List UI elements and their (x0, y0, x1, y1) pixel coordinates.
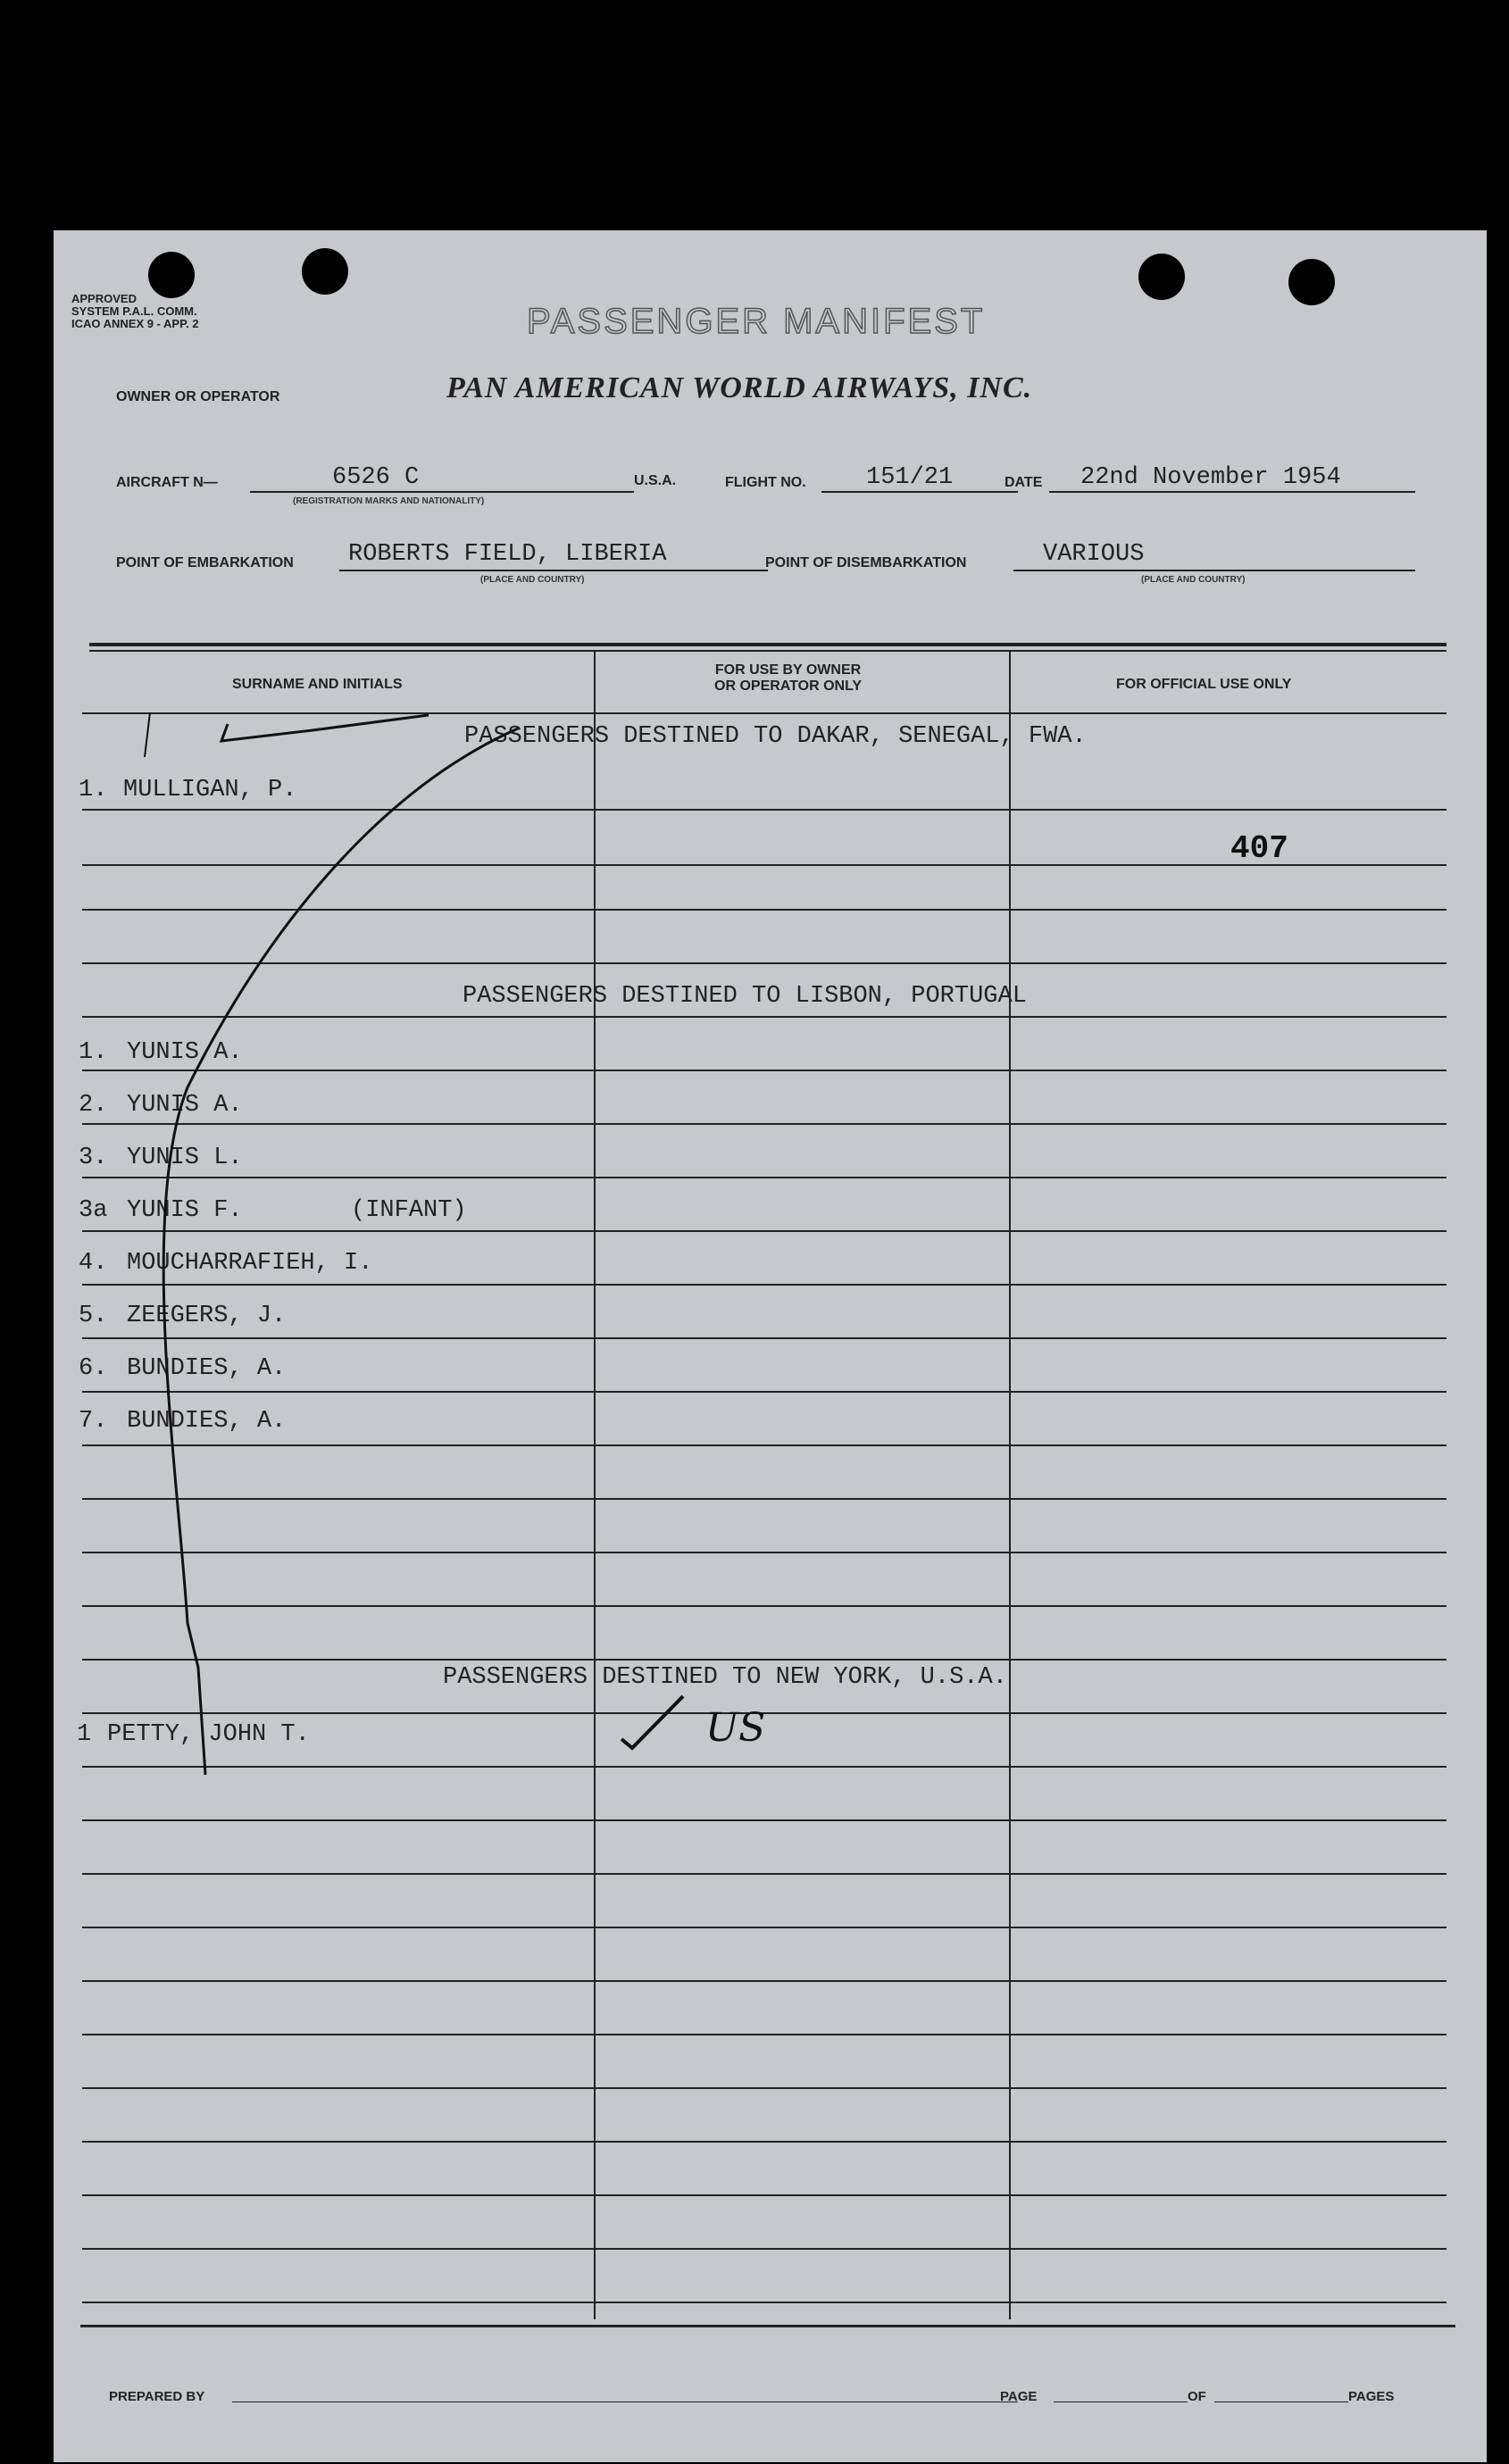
aircraft-underline (250, 491, 634, 493)
punch-hole (1288, 259, 1335, 305)
embark-value: ROBERTS FIELD, LIBERIA (348, 541, 667, 568)
row-rule (82, 2141, 1446, 2143)
embark-place-note: (PLACE AND COUNTRY) (480, 575, 585, 585)
document-title: PASSENGER MANIFEST (527, 302, 986, 341)
row-rule (82, 1284, 1446, 1286)
disembark-label: POINT OF DISEMBARKATION (765, 555, 967, 570)
passenger-number: 1. (79, 1039, 108, 1066)
flight-value: 151/21 (866, 464, 954, 491)
column-header-official: FOR OFFICIAL USE ONLY (1116, 677, 1292, 692)
row-rule (82, 962, 1446, 964)
passenger-name: BUNDIES, A. (127, 1408, 287, 1435)
disembark-underline (1013, 570, 1415, 571)
owner-label: OWNER OR OPERATOR (116, 389, 280, 404)
passenger-number: 1. (79, 777, 108, 803)
registration-note: (REGISTRATION MARKS AND NATIONALITY) (293, 496, 485, 506)
country-label: U.S.A. (634, 473, 677, 488)
row-rule (82, 1391, 1446, 1393)
row-rule (82, 1123, 1446, 1125)
passenger-number: 6. (79, 1355, 108, 1382)
punch-hole (1138, 254, 1185, 300)
section-heading-newyork: PASSENGERS DESTINED TO NEW YORK, U.S.A. (443, 1664, 1007, 1691)
aircraft-value: 6526 C (332, 464, 420, 491)
row-rule (82, 1605, 1446, 1607)
passenger-name: YUNIS A. (127, 1092, 243, 1119)
column-header-owner: FOR USE BY OWNER OR OPERATOR ONLY (714, 662, 863, 694)
row-rule (82, 1230, 1446, 1232)
row-rule (82, 2194, 1446, 2196)
flight-label: FLIGHT NO. (725, 475, 806, 490)
passenger-number: 7. (79, 1408, 108, 1435)
row-rule (82, 1498, 1446, 1500)
aircraft-label: AIRCRAFT N— (116, 475, 218, 490)
row-rule (82, 1659, 1446, 1661)
disembark-place-note: (PLACE AND COUNTRY) (1141, 575, 1246, 585)
passenger-number: 1 (77, 1721, 92, 1748)
row-rule (82, 2248, 1446, 2250)
passenger-name: BUNDIES, A. (127, 1355, 287, 1382)
punch-hole (302, 248, 348, 295)
row-rule (82, 1980, 1446, 1982)
row-rule (82, 1873, 1446, 1875)
approval-note: APPROVED SYSTEM P.A.L. COMM. ICAO ANNEX 9 - APP. 2 (71, 292, 199, 330)
row-rule (82, 1552, 1446, 1553)
section-heading-lisbon: PASSENGERS DESTINED TO LISBON, PORTUGAL (463, 983, 1027, 1010)
prepared-by-label: PREPARED BY (109, 2389, 205, 2404)
passenger-name: ZEEGERS, J. (127, 1303, 287, 1329)
manifest-paper (54, 230, 1487, 2462)
embark-underline (339, 570, 768, 571)
disembark-value: VARIOUS (1043, 541, 1145, 568)
row-rule (82, 1444, 1446, 1446)
table-bottom-rule (80, 2325, 1455, 2327)
owner-value: PAN AMERICAN WORLD AIRWAYS, INC. (446, 371, 1033, 404)
row-rule (82, 1766, 1446, 1768)
row-rule (82, 2087, 1446, 2089)
row-rule (82, 1819, 1446, 1821)
passenger-name: MOUCHARRAFIEH, I. (127, 1250, 373, 1277)
of-label: OF (1188, 2389, 1206, 2404)
row-rule (82, 712, 1446, 714)
row-rule (82, 909, 1446, 911)
date-value: 22nd November 1954 (1080, 464, 1341, 491)
passenger-name: YUNIS F. (127, 1197, 243, 1224)
table-top-rule (89, 650, 1446, 652)
embark-label: POINT OF EMBARKATION (116, 555, 294, 570)
passenger-number: 5. (79, 1303, 108, 1329)
section-heading-dakar: PASSENGERS DESTINED TO DAKAR, SENEGAL, FWA. (464, 723, 1087, 750)
date-label: DATE (1005, 475, 1043, 490)
date-underline (1049, 491, 1415, 493)
row-rule (82, 1070, 1446, 1071)
table-top-rule (89, 643, 1446, 646)
passenger-number: 3. (79, 1145, 108, 1171)
passenger-number: 2. (79, 1092, 108, 1119)
passenger-note: (INFANT) (351, 1197, 467, 1224)
passenger-name: YUNIS L. (127, 1145, 243, 1171)
passenger-number: 3a (79, 1197, 108, 1224)
row-rule (82, 809, 1446, 811)
stamp-number: 407 (1230, 830, 1288, 867)
passenger-name: PETTY, JOHN T. (107, 1721, 310, 1748)
column-header-surname: SURNAME AND INITIALS (232, 677, 403, 692)
flight-underline (821, 491, 1018, 493)
row-rule (82, 2302, 1446, 2303)
punch-hole (148, 252, 195, 298)
handwritten-mark: US (705, 1705, 766, 1751)
column-divider (594, 650, 596, 2319)
row-rule (82, 1016, 1446, 1018)
pages-label: PAGES (1348, 2389, 1395, 2404)
row-rule (82, 1177, 1446, 1178)
passenger-name: MULLIGAN, P. (123, 777, 297, 803)
page-label: PAGE (1000, 2389, 1038, 2404)
column-divider (1009, 650, 1011, 2319)
row-rule (82, 2034, 1446, 2035)
row-rule (82, 1337, 1446, 1339)
row-rule (82, 1927, 1446, 1928)
passenger-number: 4. (79, 1250, 108, 1277)
passenger-name: YUNIS A. (127, 1039, 243, 1066)
